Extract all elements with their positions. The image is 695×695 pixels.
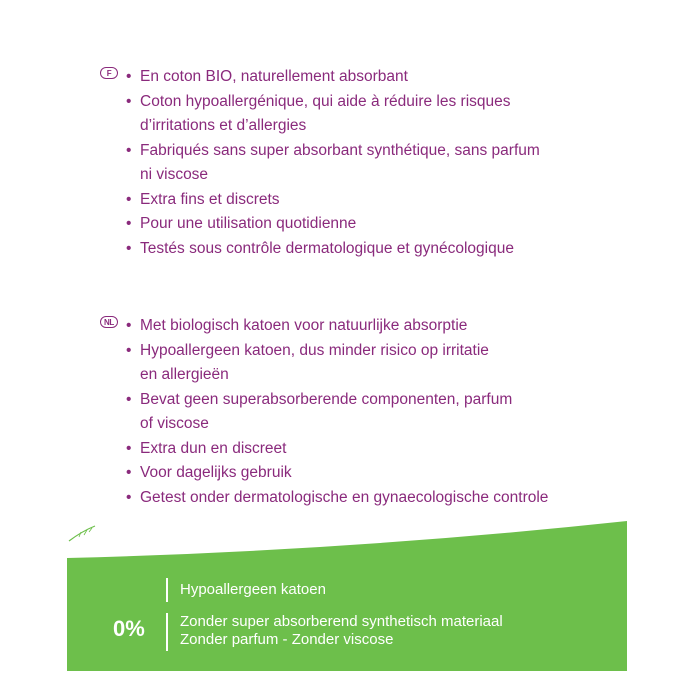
list-item: [125, 139, 620, 188]
item-text: Pour une utilisation quotidienne: [140, 215, 357, 232]
item-text: Extra fins et discrets: [140, 190, 280, 208]
french-section: [100, 65, 620, 261]
list-item: [125, 486, 620, 511]
item-text-cont: ni viscose: [140, 166, 209, 183]
list-item: [125, 212, 620, 237]
item-text: Hypoallergeen katoen, dus minder risico op irritatie: [140, 341, 489, 359]
list-item: [125, 237, 620, 262]
zero-percent-label: 0%: [113, 616, 145, 641]
dutch-section: [100, 314, 620, 510]
list-item: [125, 461, 620, 486]
item-text: Getest onder dermatologische en gynaecologische controle: [140, 488, 549, 506]
item-text-cont: of viscose: [140, 415, 209, 432]
list-item: [125, 90, 620, 139]
claim-no-perfume: Zonder parfum - Zonder viscose: [180, 631, 394, 648]
dutch-bullet-list: [100, 314, 620, 510]
list-item: [125, 314, 620, 339]
lang-badge-nl: NL: [100, 316, 118, 328]
divider: [166, 578, 168, 602]
claim-no-superabsorbent: Zonder super absorberend synthetisch materiaal: [180, 613, 503, 630]
item-text: Coton hypoallergénique, qui aide à réduire les risques: [140, 92, 511, 110]
item-text-cont: en allergieën: [140, 366, 229, 383]
item-text: En coton BIO, naturellement absorbant: [140, 68, 408, 85]
list-item: [125, 65, 620, 90]
feather-leaf-icon: [67, 521, 101, 543]
item-text: Extra dun en discreet: [140, 439, 287, 457]
item-text: Bevat geen superabsorberende componenten, parfum: [140, 390, 513, 408]
item-text-cont: d’irritations et d’allergies: [140, 117, 307, 134]
list-item: [125, 388, 620, 437]
claims-band: [67, 521, 627, 671]
lang-badge-fr: F: [100, 67, 118, 79]
item-text: Testés sous contrôle dermatologique et gynécologique: [140, 239, 514, 257]
french-bullet-list: [100, 65, 620, 261]
claim-hypoallergenic: Hypoallergeen katoen: [180, 581, 326, 598]
list-item: [125, 188, 620, 213]
divider: [166, 613, 168, 651]
item-text: Voor dagelijks gebruik: [140, 464, 292, 481]
item-text: Fabriqués sans super absorbant synthétique, sans parfum: [140, 141, 540, 159]
product-info-panel: [67, 28, 627, 671]
list-item: [125, 339, 620, 388]
list-item: [125, 437, 620, 462]
item-text: Met biologisch katoen voor natuurlijke absorptie: [140, 317, 468, 334]
